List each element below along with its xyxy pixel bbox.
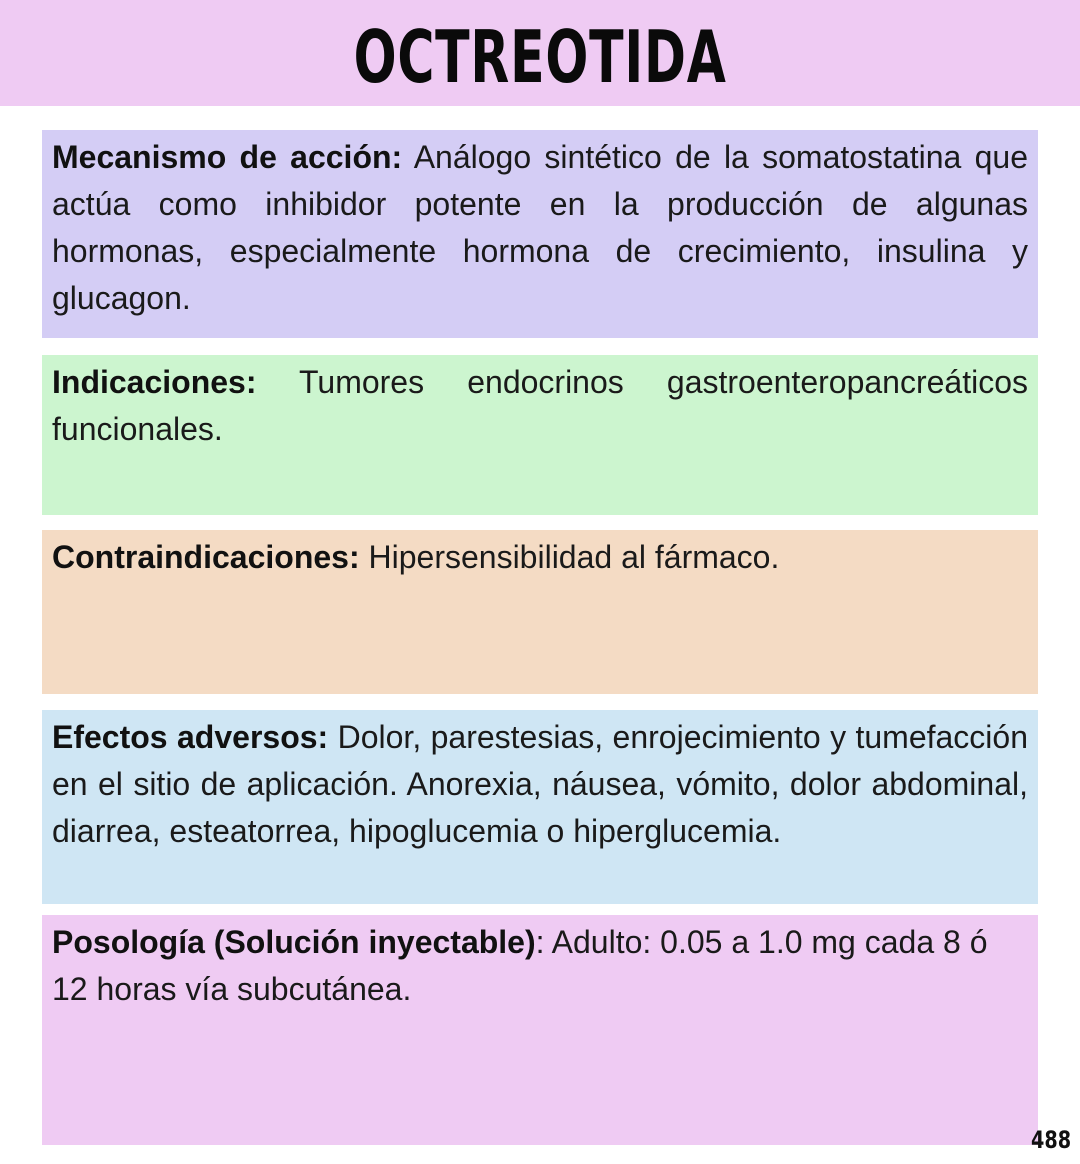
title-banner bbox=[0, 0, 1080, 106]
dosage-section bbox=[42, 915, 1038, 1145]
section-label: Posología (Solución inyectable) bbox=[52, 924, 536, 960]
section-label: Mecanismo de acción: bbox=[52, 139, 403, 175]
adverse-effects-section bbox=[42, 710, 1038, 904]
section-text: Tumores endocrinos gastroenteropancreáticos funcionales. bbox=[52, 364, 1028, 447]
page-number: 488 bbox=[1030, 1126, 1071, 1154]
page-title: OCTREOTIDA bbox=[353, 15, 727, 99]
section-text: Análogo sintético de la somatostatina que actúa como inhibidor potente en la producción de algunas hormonas, especialmente hormona de crecimiento, insulina y glucagon. bbox=[52, 139, 1029, 316]
section-label: Efectos adversos: bbox=[52, 719, 329, 755]
contraindications-section bbox=[42, 530, 1038, 694]
section-label: Indicaciones: bbox=[52, 364, 257, 400]
mechanism-section bbox=[42, 130, 1038, 338]
section-text: Hipersensibilidad al fármaco. bbox=[359, 539, 780, 575]
section-label: Contraindicaciones: bbox=[52, 539, 360, 575]
section-text: Dolor, parestesias, enrojecimiento y tumefacción en el sitio de aplicación. Anorexia, náusea, vómito, dolor abdominal, diarrea, esteatorrea, hipoglucemia o hiperglucemia. bbox=[52, 719, 1029, 849]
section-text: : Adulto: 0.05 a 1.0 mg cada 8 ó 12 horas vía subcutánea. bbox=[52, 924, 988, 1007]
indications-section bbox=[42, 355, 1038, 515]
